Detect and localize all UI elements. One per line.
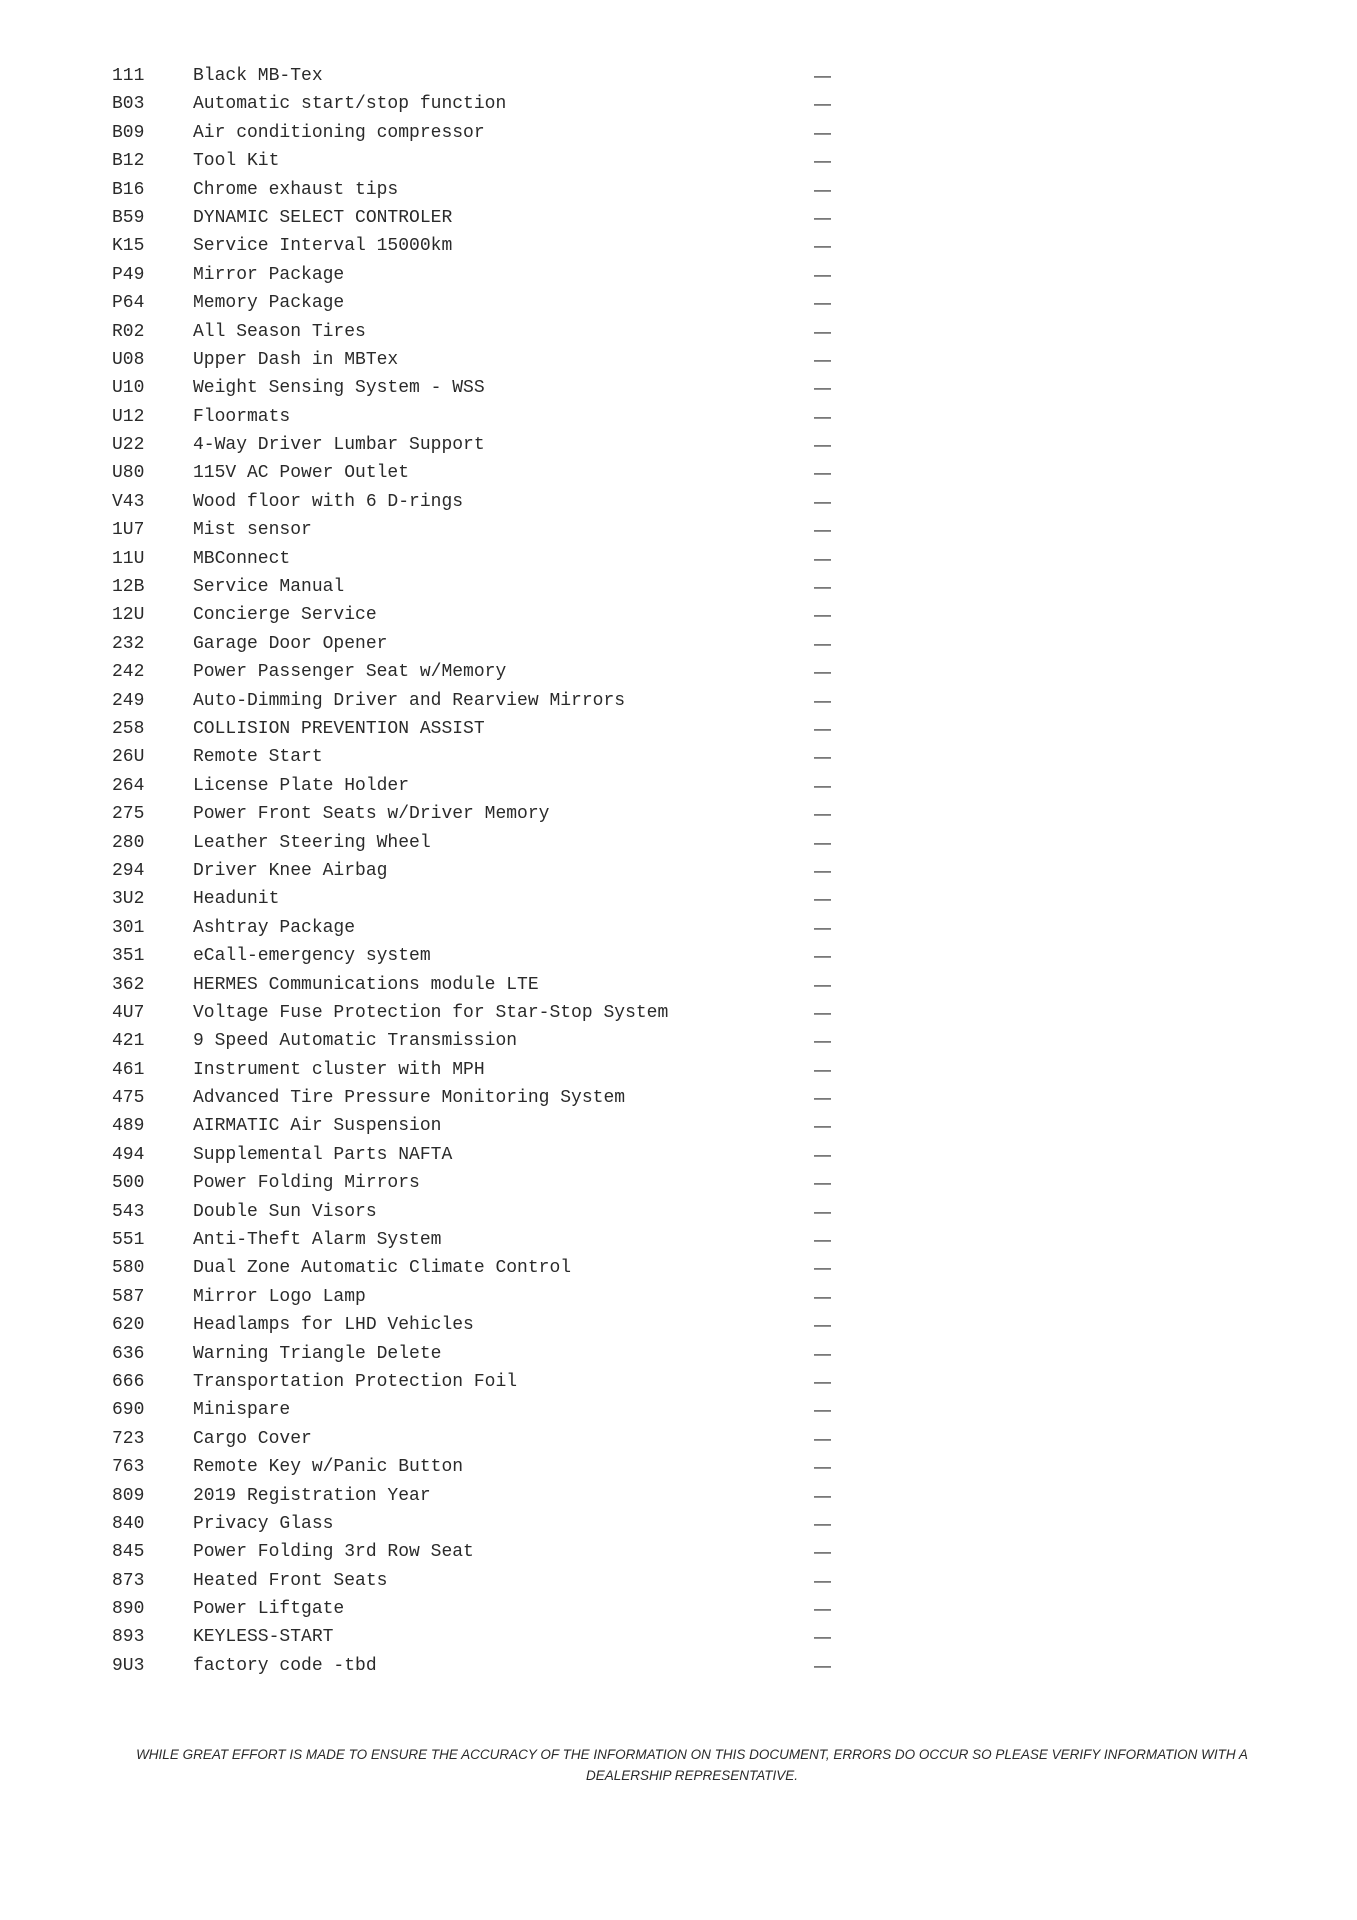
option-row <box>112 204 832 232</box>
option-code: 421 <box>112 1031 145 1052</box>
option-price: — <box>814 804 831 824</box>
option-price: — <box>814 236 831 256</box>
option-description: Anti-Theft Alarm System <box>193 1230 442 1251</box>
option-description: Weight Sensing System - WSS <box>193 378 485 399</box>
option-row <box>112 1368 832 1396</box>
option-description: Privacy Glass <box>193 1513 334 1534</box>
option-price: — <box>814 1201 831 1221</box>
option-row <box>112 1623 832 1651</box>
option-row <box>112 658 832 686</box>
option-price: — <box>814 293 831 313</box>
option-description: Floormats <box>193 406 291 427</box>
option-description: 2019 Registration Year <box>193 1485 431 1506</box>
option-code: 893 <box>112 1627 145 1648</box>
option-description: Driver Knee Airbag <box>193 860 388 881</box>
option-row <box>112 1396 832 1424</box>
option-price: — <box>814 1002 831 1022</box>
option-price: — <box>814 662 831 682</box>
option-price: — <box>814 1059 831 1079</box>
option-row <box>112 573 832 601</box>
option-description: DYNAMIC SELECT CONTROLER <box>193 207 453 228</box>
option-code: 3U2 <box>112 889 145 910</box>
option-price: — <box>814 832 831 852</box>
option-price: — <box>814 1513 831 1533</box>
option-description: Automatic start/stop function <box>193 94 507 115</box>
option-code: P49 <box>112 264 145 285</box>
option-code: 580 <box>112 1258 145 1279</box>
option-code: 232 <box>112 633 145 654</box>
option-row <box>112 800 832 828</box>
option-price: — <box>814 207 831 227</box>
option-row <box>112 1169 832 1197</box>
option-code: 500 <box>112 1173 145 1194</box>
option-price: — <box>814 264 831 284</box>
option-code: B09 <box>112 122 145 143</box>
option-price: — <box>814 1428 831 1448</box>
option-price: — <box>814 1315 831 1335</box>
option-code: U10 <box>112 378 145 399</box>
option-row <box>112 289 832 317</box>
option-code: 1U7 <box>112 520 145 541</box>
option-description: Power Folding 3rd Row Seat <box>193 1542 474 1563</box>
option-price: — <box>814 1258 831 1278</box>
option-code: 4U7 <box>112 1002 145 1023</box>
option-row <box>112 1198 832 1226</box>
option-price: — <box>814 463 831 483</box>
option-row <box>112 1283 832 1311</box>
option-description: Remote Start <box>193 747 323 768</box>
option-price: — <box>814 435 831 455</box>
option-row <box>112 1340 832 1368</box>
option-price: — <box>814 1173 831 1193</box>
option-price: — <box>814 151 831 171</box>
option-code: 890 <box>112 1599 145 1620</box>
option-description: Headlamps for LHD Vehicles <box>193 1315 474 1336</box>
option-row <box>112 1254 832 1282</box>
option-row <box>112 1453 832 1481</box>
option-description: AIRMATIC Air Suspension <box>193 1116 442 1137</box>
option-description: Garage Door Opener <box>193 633 388 654</box>
option-code: 249 <box>112 690 145 711</box>
option-code: U80 <box>112 463 145 484</box>
option-code: 111 <box>112 66 145 86</box>
option-price: — <box>814 946 831 966</box>
option-row <box>112 1595 832 1623</box>
option-code: 845 <box>112 1542 145 1563</box>
option-price: — <box>814 1570 831 1590</box>
option-row <box>112 318 832 346</box>
option-code: V43 <box>112 491 145 512</box>
option-price: — <box>814 548 831 568</box>
option-price: — <box>814 406 831 426</box>
option-price: — <box>814 491 831 511</box>
option-code: 26U <box>112 747 145 768</box>
option-price: — <box>814 974 831 994</box>
option-code: B12 <box>112 151 145 172</box>
option-code: 12U <box>112 605 145 626</box>
option-code: U12 <box>112 406 145 427</box>
option-row <box>112 1141 832 1169</box>
option-description: factory code -tbd <box>193 1655 377 1676</box>
option-code: 543 <box>112 1201 145 1222</box>
option-description: Black MB-Tex <box>193 66 323 86</box>
option-code: B03 <box>112 94 145 115</box>
option-price: — <box>814 378 831 398</box>
option-row <box>112 62 832 90</box>
option-row <box>112 261 832 289</box>
option-description: 4-Way Driver Lumbar Support <box>193 435 485 456</box>
option-row <box>112 885 832 913</box>
option-code: 275 <box>112 804 145 825</box>
option-description: Upper Dash in MBTex <box>193 349 399 370</box>
option-price: — <box>814 1542 831 1562</box>
option-price: — <box>814 520 831 540</box>
option-row <box>112 459 832 487</box>
option-price: — <box>814 179 831 199</box>
option-price: — <box>814 1485 831 1505</box>
option-description: MBConnect <box>193 548 291 569</box>
option-price: — <box>814 775 831 795</box>
option-description: Power Liftgate <box>193 1599 345 1620</box>
option-row <box>112 176 832 204</box>
option-description: Power Front Seats w/Driver Memory <box>193 804 550 825</box>
option-row <box>112 743 832 771</box>
option-row <box>112 1425 832 1453</box>
option-price: — <box>814 94 831 114</box>
option-price: — <box>814 66 831 85</box>
option-description: Supplemental Parts NAFTA <box>193 1144 453 1165</box>
option-price: — <box>814 1655 831 1675</box>
option-description: Power Passenger Seat w/Memory <box>193 662 507 683</box>
option-code: U22 <box>112 435 145 456</box>
option-description: Power Folding Mirrors <box>193 1173 420 1194</box>
option-price: — <box>814 1457 831 1477</box>
option-code: 280 <box>112 832 145 853</box>
option-code: 461 <box>112 1059 145 1080</box>
option-code: 763 <box>112 1457 145 1478</box>
option-description: Ashtray Package <box>193 917 356 938</box>
option-description: Remote Key w/Panic Button <box>193 1457 464 1478</box>
option-description: Instrument cluster with MPH <box>193 1059 485 1080</box>
option-code: 258 <box>112 718 145 739</box>
option-price: — <box>814 1343 831 1363</box>
option-row <box>112 1510 832 1538</box>
option-row <box>112 1538 832 1566</box>
option-price: — <box>814 321 831 341</box>
option-description: eCall-emergency system <box>193 946 431 967</box>
option-code: 9U3 <box>112 1655 145 1676</box>
option-code: 301 <box>112 917 145 938</box>
option-price: — <box>814 1088 831 1108</box>
option-row <box>112 1027 832 1055</box>
option-code: B59 <box>112 207 145 228</box>
option-code: P64 <box>112 293 145 314</box>
option-description: Double Sun Visors <box>193 1201 377 1222</box>
option-price: — <box>814 1627 831 1647</box>
option-row <box>112 687 832 715</box>
option-code: 723 <box>112 1428 145 1449</box>
option-price: — <box>814 1371 831 1391</box>
option-description: Voltage Fuse Protection for Star-Stop System <box>193 1002 669 1023</box>
option-description: Warning Triangle Delete <box>193 1343 442 1364</box>
option-row <box>112 1056 832 1084</box>
option-description: Heated Front Seats <box>193 1570 388 1591</box>
option-description: Concierge Service <box>193 605 377 626</box>
option-description: Dual Zone Automatic Climate Control <box>193 1258 572 1279</box>
option-row <box>112 1226 832 1254</box>
option-description: Auto-Dimming Driver and Rearview Mirrors <box>193 690 626 711</box>
option-description: Air conditioning compressor <box>193 122 485 143</box>
option-description: KEYLESS-START <box>193 1627 334 1648</box>
option-price: — <box>814 577 831 597</box>
option-price: — <box>814 1400 831 1420</box>
option-description: Mirror Package <box>193 264 345 285</box>
option-price: — <box>814 917 831 937</box>
option-description: Memory Package <box>193 293 345 314</box>
option-price: — <box>814 1599 831 1619</box>
option-code: 873 <box>112 1570 145 1591</box>
option-row <box>112 601 832 629</box>
option-code: 351 <box>112 946 145 967</box>
option-row <box>112 545 832 573</box>
option-price: — <box>814 860 831 880</box>
option-row <box>112 1084 832 1112</box>
option-price: — <box>814 633 831 653</box>
option-row <box>112 431 832 459</box>
option-code: 489 <box>112 1116 145 1137</box>
option-row <box>112 829 832 857</box>
option-row <box>112 1652 832 1680</box>
option-code: R02 <box>112 321 145 342</box>
option-code: 840 <box>112 1513 145 1534</box>
option-row <box>112 772 832 800</box>
option-description: Service Interval 15000km <box>193 236 453 257</box>
option-row <box>112 1482 832 1510</box>
option-row <box>112 971 832 999</box>
option-code: 242 <box>112 662 145 683</box>
option-row <box>112 1112 832 1140</box>
option-code: 294 <box>112 860 145 881</box>
option-description: Mirror Logo Lamp <box>193 1286 366 1307</box>
option-row <box>112 147 832 175</box>
option-row <box>112 1567 832 1595</box>
option-code: 587 <box>112 1286 145 1307</box>
option-code: 362 <box>112 974 145 995</box>
option-description: Leather Steering Wheel <box>193 832 431 853</box>
option-description: Advanced Tire Pressure Monitoring System <box>193 1088 626 1109</box>
option-row <box>112 630 832 658</box>
option-description: Transportation Protection Foil <box>193 1371 518 1392</box>
option-code: 690 <box>112 1400 145 1421</box>
option-row <box>112 119 832 147</box>
option-row <box>112 232 832 260</box>
option-price: — <box>814 349 831 369</box>
option-row <box>112 857 832 885</box>
option-description: 115V AC Power Outlet <box>193 463 410 484</box>
option-code: 666 <box>112 1371 145 1392</box>
option-code: 494 <box>112 1144 145 1165</box>
option-code: 551 <box>112 1230 145 1251</box>
option-description: Wood floor with 6 D-rings <box>193 491 464 512</box>
option-price: — <box>814 1286 831 1306</box>
option-code: B16 <box>112 179 145 200</box>
option-code: 475 <box>112 1088 145 1109</box>
option-code: 12B <box>112 577 145 598</box>
disclaimer-text: WHILE GREAT EFFORT IS MADE TO ENSURE THE ACCURACY OF THE INFORMATION ON THIS DOCUMENT, ERRORS DO OCCUR SO PLEASE VERIFY INFORMATION WITH A DEALERSHIP REPRESENTATIVE. <box>136 1747 1248 1783</box>
option-price: — <box>814 122 831 142</box>
option-row <box>112 346 832 374</box>
option-description: 9 Speed Automatic Transmission <box>193 1031 518 1052</box>
option-description: Tool Kit <box>193 151 280 172</box>
option-row <box>112 516 832 544</box>
option-code: 264 <box>112 775 145 796</box>
option-code: U08 <box>112 349 145 370</box>
option-description: Service Manual <box>193 577 345 598</box>
option-row <box>112 1311 832 1339</box>
option-description: Chrome exhaust tips <box>193 179 399 200</box>
option-price: — <box>814 1116 831 1136</box>
option-price: — <box>814 1144 831 1164</box>
option-code: 636 <box>112 1343 145 1364</box>
option-row <box>112 403 832 431</box>
options-list <box>112 62 832 1680</box>
option-code: K15 <box>112 236 145 257</box>
option-price: — <box>814 690 831 710</box>
option-price: — <box>814 747 831 767</box>
option-price: — <box>814 605 831 625</box>
option-row <box>112 374 832 402</box>
option-description: Cargo Cover <box>193 1428 312 1449</box>
option-row <box>112 488 832 516</box>
option-row <box>112 914 832 942</box>
option-description: Mist sensor <box>193 520 312 541</box>
option-price: — <box>814 1031 831 1051</box>
option-row <box>112 90 832 118</box>
option-description: Headunit <box>193 889 280 910</box>
option-row <box>112 942 832 970</box>
option-code: 11U <box>112 548 145 569</box>
option-description: Minispare <box>193 1400 291 1421</box>
option-price: — <box>814 718 831 738</box>
option-description: COLLISION PREVENTION ASSIST <box>193 718 485 739</box>
option-description: HERMES Communications module LTE <box>193 974 539 995</box>
option-row <box>112 999 832 1027</box>
option-description: All Season Tires <box>193 321 366 342</box>
option-code: 809 <box>112 1485 145 1506</box>
option-price: — <box>814 889 831 909</box>
option-description: License Plate Holder <box>193 775 410 796</box>
option-code: 620 <box>112 1315 145 1336</box>
option-price: — <box>814 1230 831 1250</box>
option-row <box>112 715 832 743</box>
